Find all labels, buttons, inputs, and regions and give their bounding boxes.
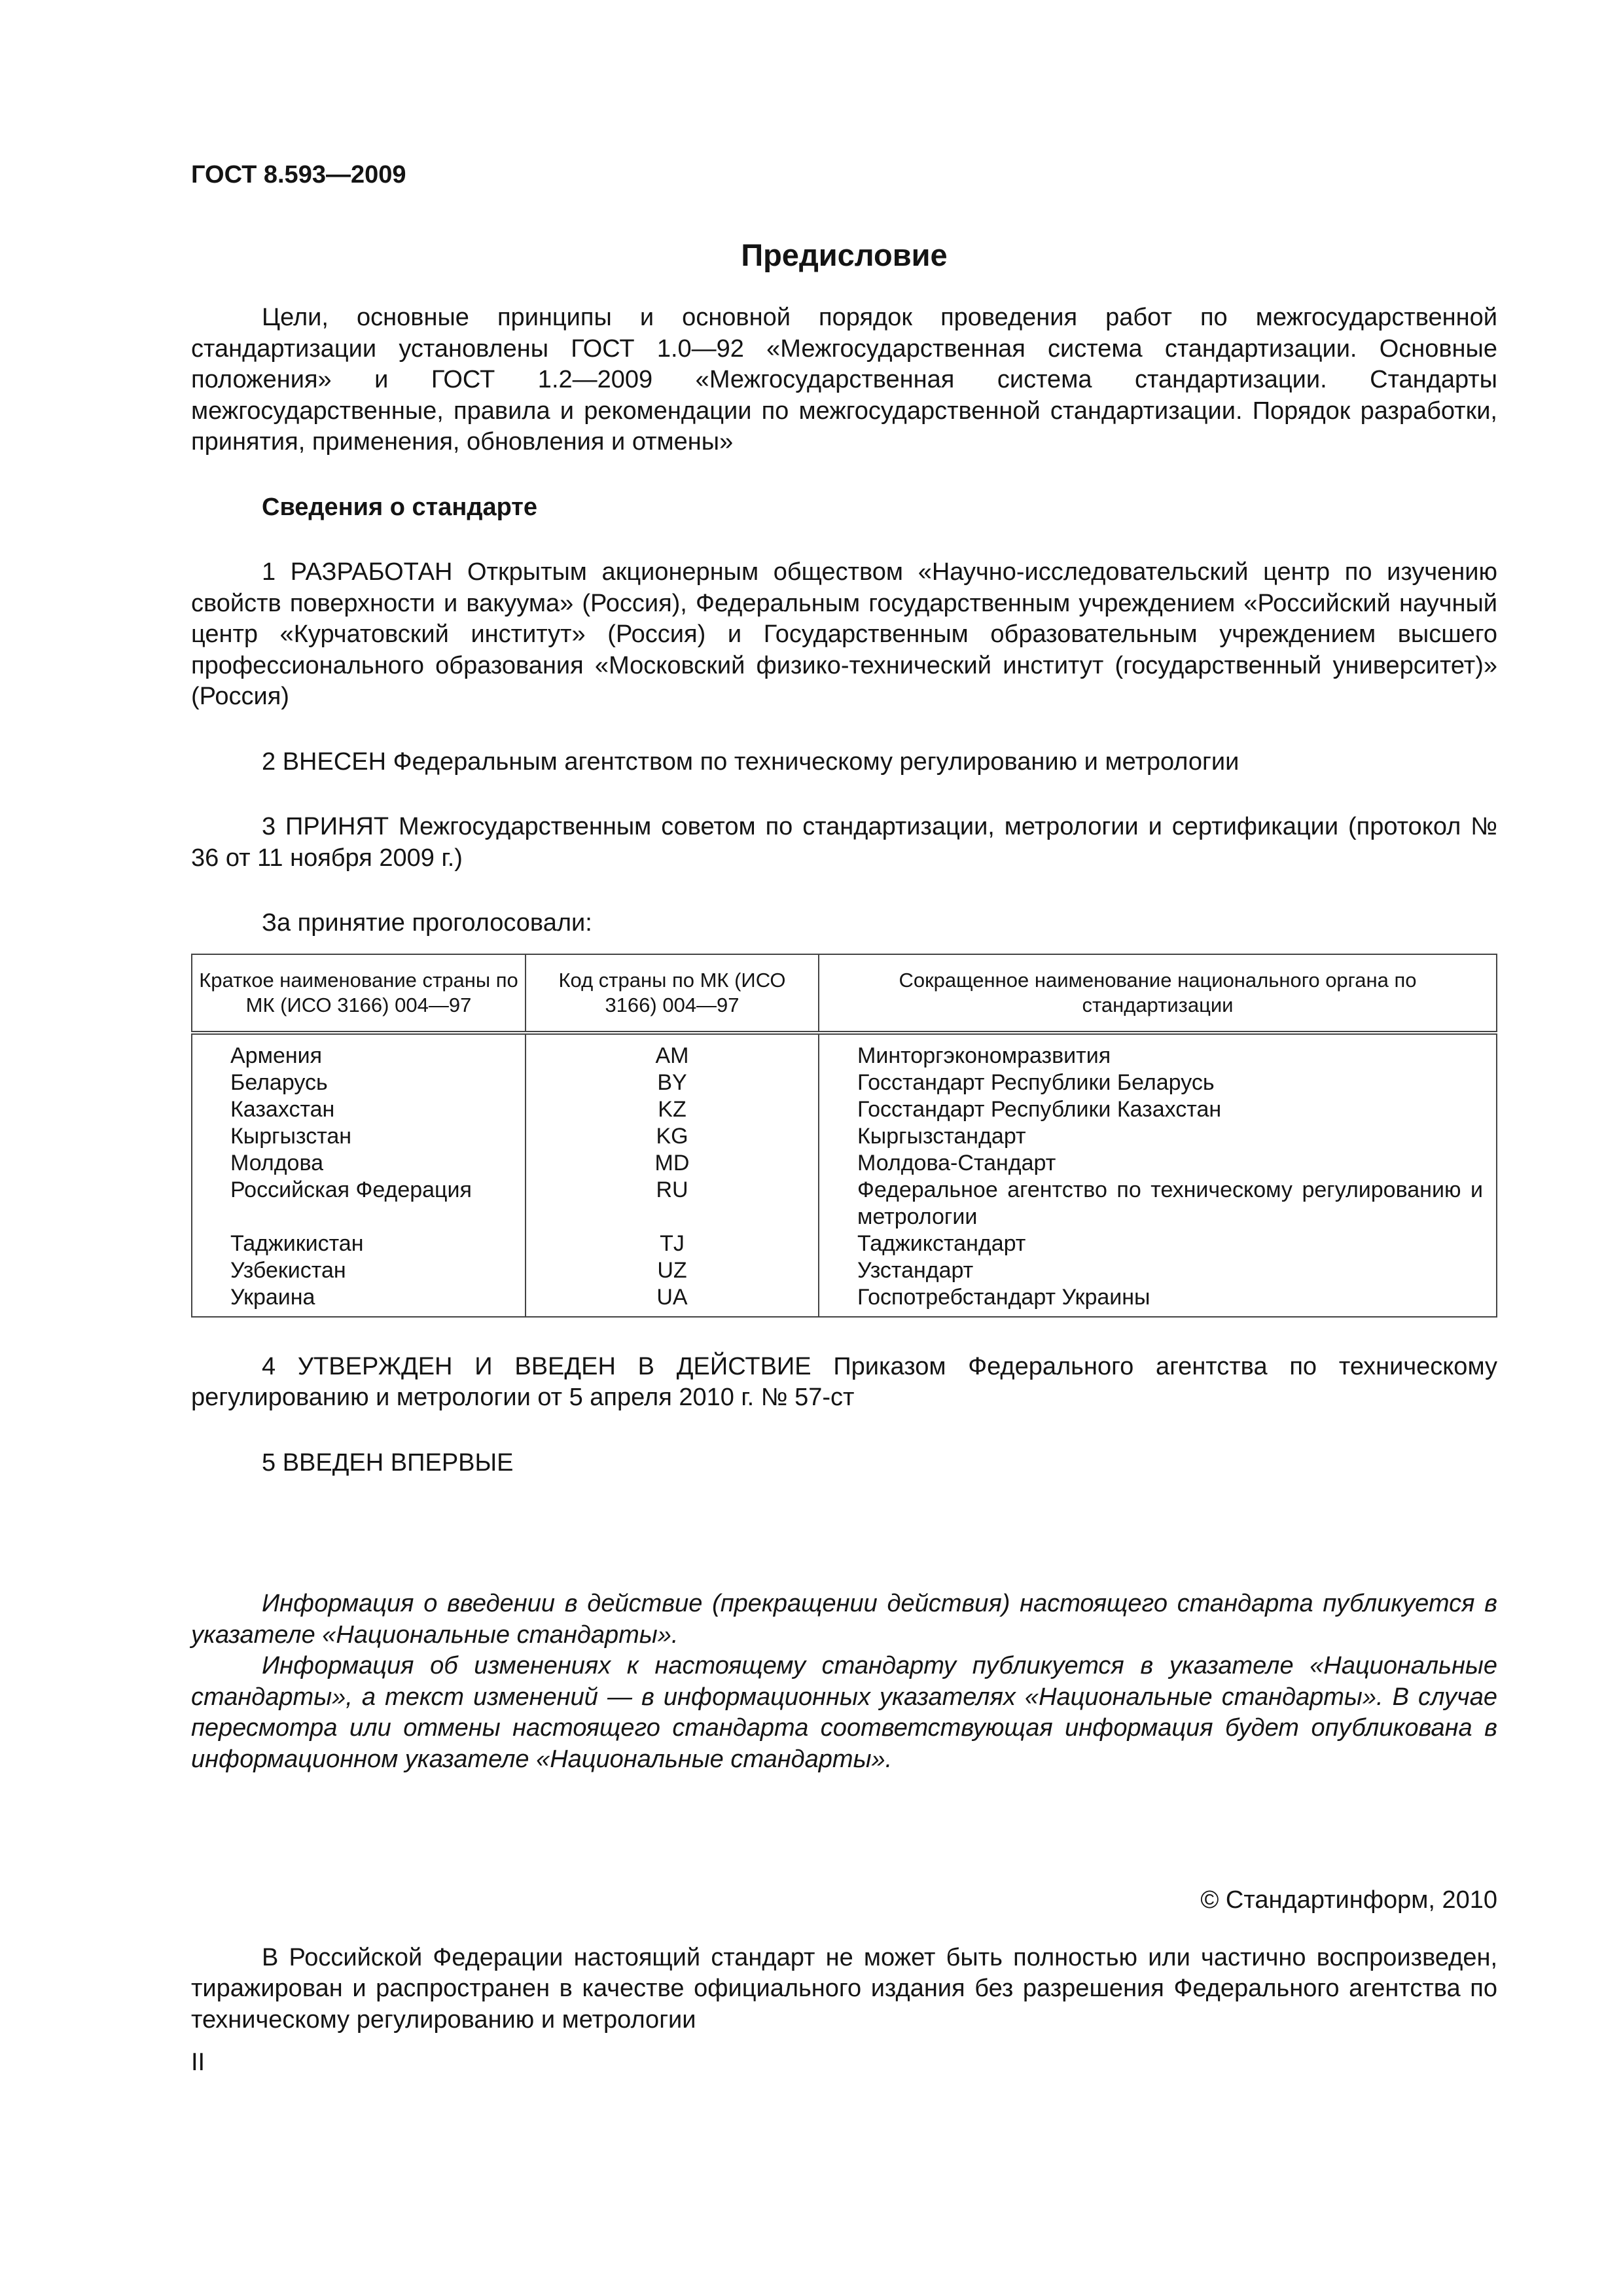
- code-cell: UZ: [526, 1257, 819, 1284]
- page-number: II: [191, 2049, 205, 2076]
- header-body: Сокращенное наименование национального органа по стандартизации: [819, 954, 1497, 1033]
- country-cell: Казахстан: [192, 1096, 526, 1123]
- table-row: [192, 1284, 1497, 1317]
- country-cell: Молдова: [192, 1150, 526, 1177]
- body-cell: Федеральное агентство по техническому регулированию и метрологии: [819, 1177, 1497, 1230]
- body-cell: Узстандарт: [819, 1257, 1497, 1284]
- item-first-introduced: 5 ВВЕДЕН ВПЕРВЫЕ: [262, 1448, 514, 1477]
- body-cell: Госстандарт Республики Беларусь: [819, 1069, 1497, 1096]
- notice-paragraph: Информация о введении в действие (прекращении действия) настоящего стандарта публикуется в указателе «Национальные стандарты».: [191, 1590, 1497, 1649]
- body-cell: Госстандарт Республики Казахстан: [819, 1096, 1497, 1123]
- country-cell: Узбекистан: [192, 1257, 526, 1284]
- body-cell: Кыргызстандарт: [819, 1123, 1497, 1150]
- country-cell: Беларусь: [192, 1069, 526, 1096]
- code-cell: TJ: [526, 1230, 819, 1257]
- code-cell: MD: [526, 1150, 819, 1177]
- body-cell: Госпотребстандарт Украины: [819, 1284, 1497, 1317]
- code-cell: KZ: [526, 1096, 819, 1123]
- page-title: Предисловие: [741, 238, 948, 272]
- table-row: [192, 1177, 1497, 1230]
- document-code: ГОСТ 8.593—2009: [191, 161, 406, 188]
- intro-paragraph: Цели, основные принципы и основной порядок проведения работ по межгосударственной стандартизации установлены ГОСТ 1.0—92 «Межгосударственная система стандартизации. Основные положения» и ГОСТ 1.2—2009 «Межгосударственная система стандартизации. Стандарты межгосударственные, правила и рекомендации по межгосударственной стандартизации. Порядок разработки, принятия, применения, обновления и отмены»: [191, 304, 1497, 456]
- code-cell: KG: [526, 1123, 819, 1150]
- legal-paragraph: В Российской Федерации настоящий стандарт не может быть полностью или частично воспроизведен, тиражирован и распространен в качестве официального издания без разрешения Федерального агентства по техническому регулированию и метрологии: [191, 1943, 1497, 2034]
- country-cell: Армения: [192, 1033, 526, 1069]
- table-row: [192, 1069, 1497, 1096]
- body-cell: Таджикстандарт: [819, 1230, 1497, 1257]
- item-developed: 1 РАЗРАБОТАН Открытым акционерным обществом «Научно-исследовательский центр по изучению свойств поверхности и вакуума» (Россия), Федеральным государственным учреждением «Российский научный центр «Курчатовский институт» (Россия) и Государственным образовательным учреждением высшего профессионального образования «Московский физико-технический институт (государственный университет)» (Россия): [191, 558, 1497, 710]
- code-cell: UA: [526, 1284, 819, 1317]
- table-row: [192, 1150, 1497, 1177]
- country-cell: Украина: [192, 1284, 526, 1317]
- table-row: [192, 1123, 1497, 1150]
- country-cell: Российская Федерация: [192, 1177, 526, 1230]
- code-cell: BY: [526, 1069, 819, 1096]
- table-header-row: [192, 954, 1497, 1033]
- vote-intro: За принятие проголосовали:: [262, 909, 592, 937]
- header-country: Краткое наименование страны по МК (ИСО 3166) 004—97: [192, 954, 526, 1033]
- notice-paragraph: Информация об изменениях к настоящему стандарту публикуется в указателе «Национальные стандарты», а текст изменений — в информационных указателях «Национальные стандарты». В случае пересмотра или отмены настоящего стандарта соответствующая информация будет опубликована в информационном указателе «Национальные стандарты».: [191, 1652, 1497, 1773]
- country-cell: Кыргызстан: [192, 1123, 526, 1150]
- code-cell: RU: [526, 1177, 819, 1230]
- body-cell: Минторгэкономразвития: [819, 1033, 1497, 1069]
- table-row: [192, 1096, 1497, 1123]
- code-cell: AM: [526, 1033, 819, 1069]
- content: [191, 302, 1497, 2036]
- table-row: [192, 1230, 1497, 1257]
- country-cell: Таджикистан: [192, 1230, 526, 1257]
- header-code: Код страны по МК (ИСО 3166) 004—97: [526, 954, 819, 1033]
- copyright: © Стандартинформ, 2010: [1200, 1886, 1497, 1914]
- table-row: [192, 1257, 1497, 1284]
- body-cell: Молдова-Стандарт: [819, 1150, 1497, 1177]
- item-submitted: 2 ВНЕСЕН Федеральным агентством по техническому регулированию и метрологии: [262, 747, 1240, 776]
- table-row: [192, 1033, 1497, 1069]
- voting-table: [191, 954, 1497, 1318]
- info-heading: Сведения о стандарте: [262, 493, 538, 521]
- item-adopted: 3 ПРИНЯТ Межгосударственным советом по стандартизации, метрологии и сертификации (протокол № 36 от 11 ноября 2009 г.): [191, 813, 1497, 872]
- item-approved: 4 УТВЕРЖДЕН И ВВЕДЕН В ДЕЙСТВИЕ Приказом Федерального агентства по техническому регулированию и метрологии от 5 апреля 2010 г. № 57-ст: [191, 1352, 1497, 1411]
